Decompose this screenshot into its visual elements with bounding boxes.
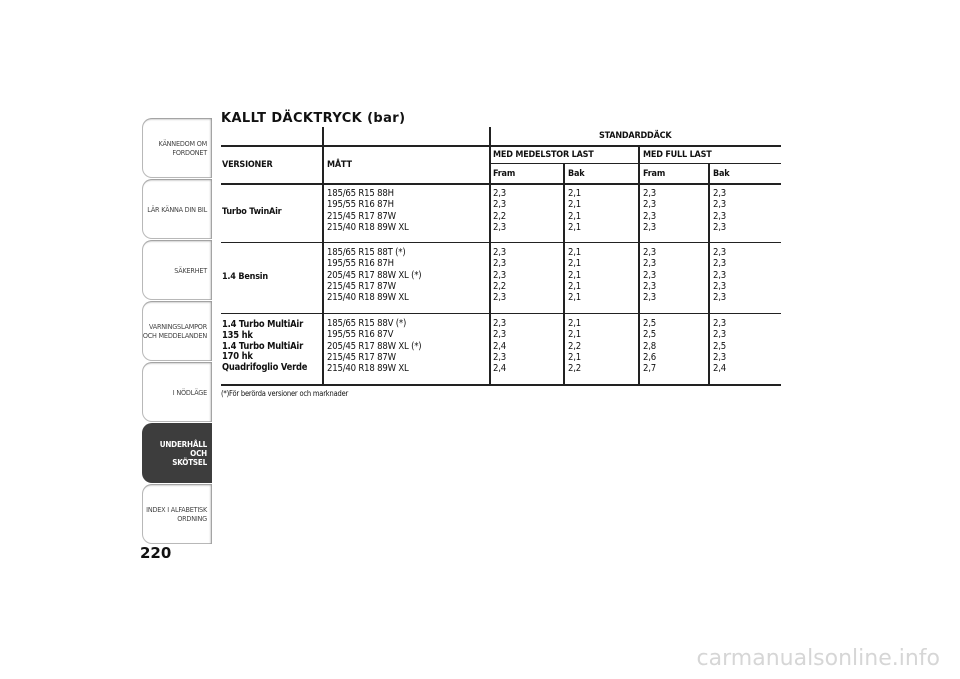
header-full-rear: Bak: [713, 169, 730, 179]
row-version: 1.4 Turbo MultiAir 135 hk 1.4 Turbo MultiAir 170 hk Quadrifoglio Verde: [222, 319, 308, 374]
header-medium-front: Fram: [493, 169, 516, 179]
header-full-load: MED FULL LAST: [643, 150, 712, 160]
row-full-rear: 2,3 2,3 2,3 2,3: [713, 188, 726, 233]
row-full-rear: 2,3 2,3 2,3 2,3 2,3: [713, 247, 726, 304]
tab-emergency[interactable]: I NÖDLÄGE: [142, 362, 212, 422]
row-sizes: 185/65 R15 88V (*) 195/55 R16 87V 205/45 R17 88W XL (*) 215/45 R17 87W 215/40 R18 89W XL: [327, 318, 422, 375]
row-medium-rear: 2,1 2,1 2,1 2,1 2,1: [568, 247, 581, 304]
section-title: KALLT DÄCKTRYCK (bar): [221, 111, 406, 126]
row-full-front: 2,3 2,3 2,3 2,3: [643, 188, 656, 233]
tab-warning-lights[interactable]: VARNINGSLAMPOR OCH MEDDELANDEN: [142, 301, 212, 361]
header-standard-tires: STANDARDDÄCK: [599, 131, 672, 141]
row-medium-rear: 2,1 2,1 2,1 2,1: [568, 188, 581, 233]
row-medium-rear: 2,1 2,1 2,2 2,1 2,2: [568, 318, 581, 375]
page-number: 220: [140, 544, 172, 562]
tab-maintenance[interactable]: UNDERHÅLL OCH SKÖTSEL: [142, 423, 212, 483]
header-versions: VERSIONER: [222, 160, 273, 170]
tab-know-your-car[interactable]: LÄR KÄNNA DIN BIL: [142, 179, 212, 239]
tab-vehicle-knowledge[interactable]: KÄNNEDOM OM FORDONET: [142, 118, 212, 178]
tire-pressure-table: [221, 127, 781, 385]
row-version: 1.4 Bensin: [222, 272, 268, 282]
header-size: MÅTT: [327, 160, 352, 170]
row-medium-front: 2,3 2,3 2,3 2,2 2,3: [493, 247, 506, 304]
header-medium-load: MED MEDELSTOR LAST: [493, 150, 594, 160]
row-full-rear: 2,3 2,3 2,5 2,3 2,4: [713, 318, 726, 375]
watermark: carmanualsonline.info: [696, 646, 940, 671]
tab-index[interactable]: INDEX I ALFABETISK ORDNING: [142, 484, 212, 544]
row-medium-front: 2,3 2,3 2,4 2,3 2,4: [493, 318, 506, 375]
row-full-front: 2,3 2,3 2,3 2,3 2,3: [643, 247, 656, 304]
row-sizes: 185/65 R15 88H 195/55 R16 87H 215/45 R17 87W 215/40 R18 89W XL: [327, 188, 409, 233]
row-version: Turbo TwinAir: [222, 207, 282, 217]
header-full-front: Fram: [643, 169, 666, 179]
footnote: (*)För berörda versioner och marknader: [221, 389, 349, 398]
row-sizes: 185/65 R15 88T (*) 195/55 R16 87H 205/45 R17 88W XL (*) 215/45 R17 87W 215/40 R18 89W XL: [327, 247, 422, 304]
header-medium-rear: Bak: [568, 169, 585, 179]
row-medium-front: 2,3 2,3 2,2 2,3: [493, 188, 506, 233]
row-full-front: 2,5 2,5 2,8 2,6 2,7: [643, 318, 656, 375]
tab-safety[interactable]: SÄKERHET: [142, 240, 212, 300]
